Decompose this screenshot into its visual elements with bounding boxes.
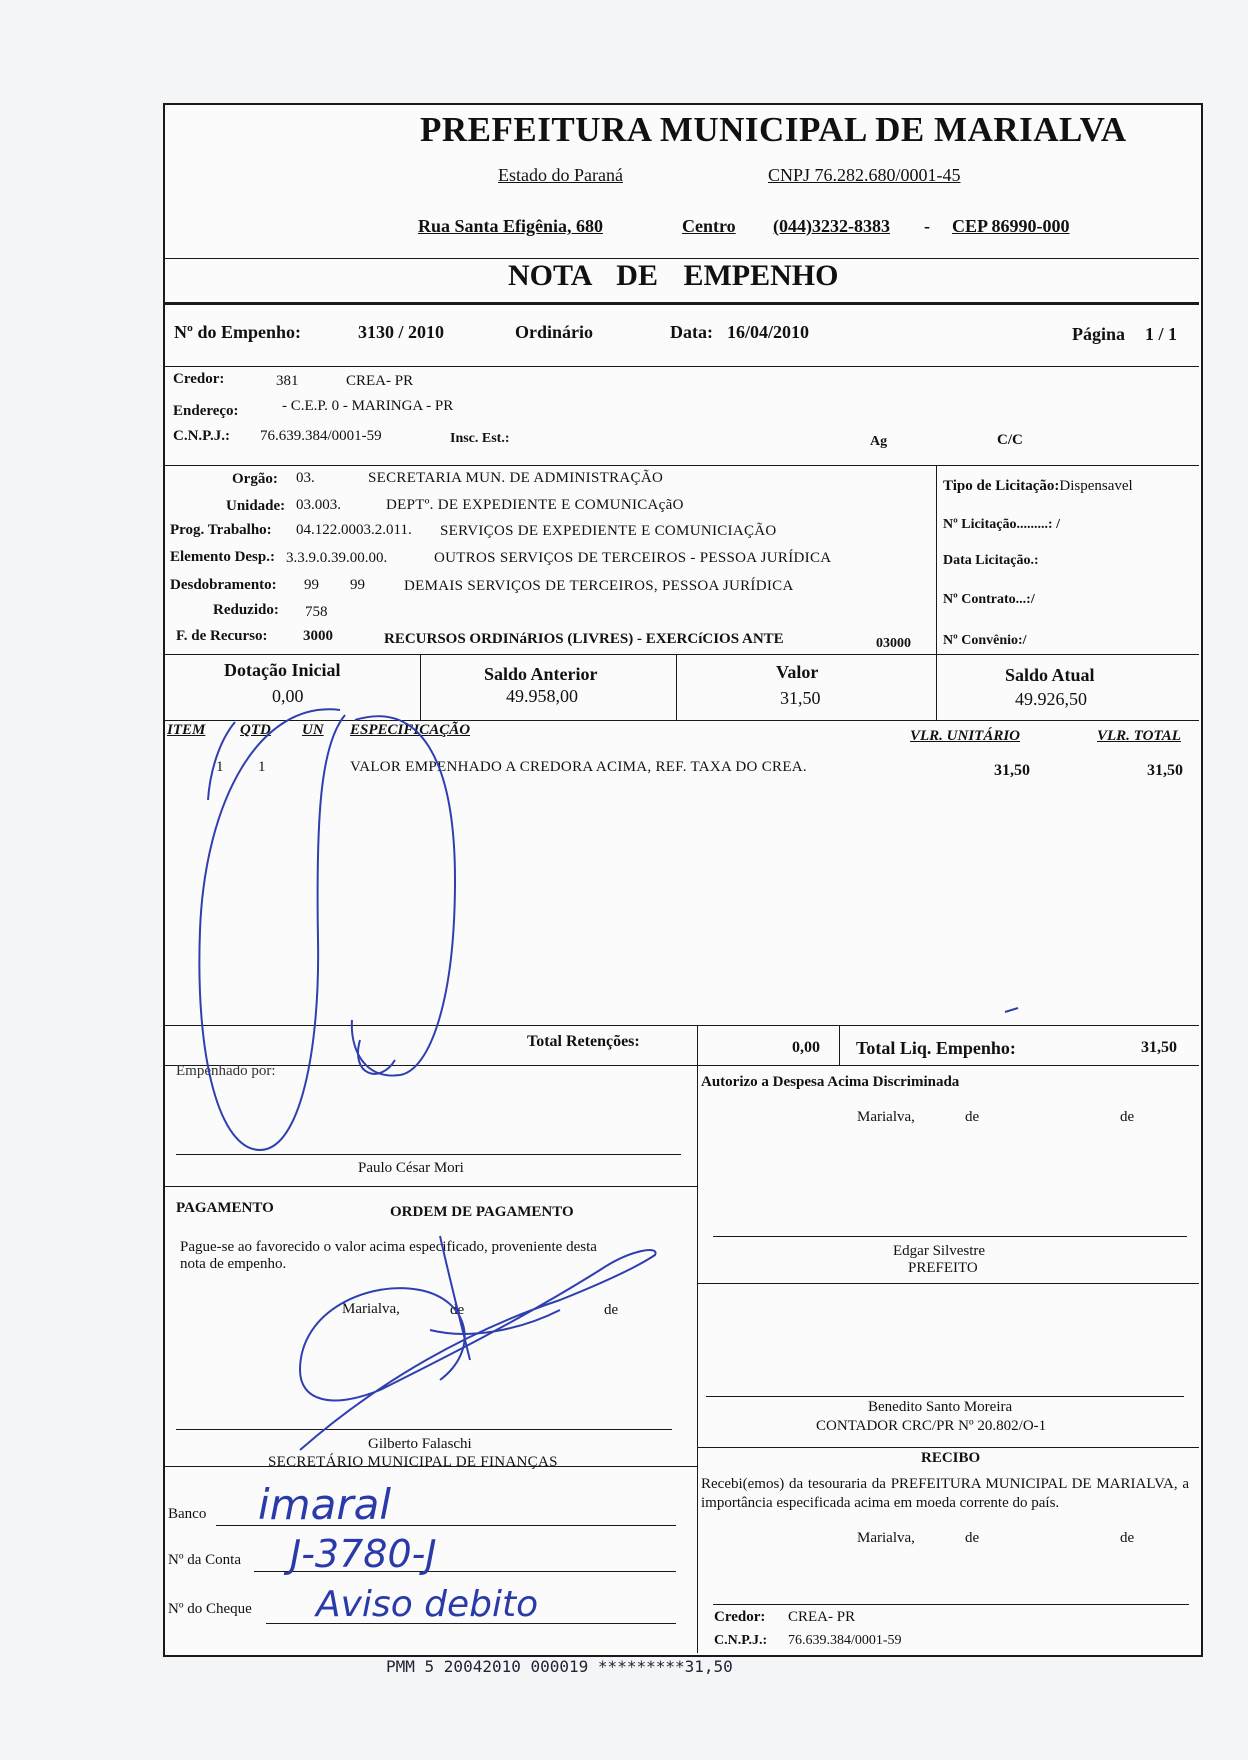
orgao-label: Orgão: xyxy=(232,471,278,487)
reduzido-value: 758 xyxy=(305,604,328,620)
pagamento-title: PAGAMENTO xyxy=(176,1200,274,1216)
retencoes-label: Total Retenções: xyxy=(527,1033,640,1050)
empenho-date-label: Data: xyxy=(670,322,713,342)
recurso-name: RECURSOS ORDINáRIOS (LIVRES) - EXERCíCIOS ANTE xyxy=(384,631,784,647)
saldo-atual-label: Saldo Atual xyxy=(1005,665,1095,685)
recibo-cnpj-label: C.N.P.J.: xyxy=(714,1633,768,1648)
recibo-de-1: de xyxy=(965,1530,980,1546)
autorizo-de-1: de xyxy=(965,1109,980,1125)
autorizo-de-2: de xyxy=(1120,1109,1135,1125)
address-field-label: Endereço: xyxy=(173,403,239,419)
row-qtd: 1 xyxy=(258,759,266,775)
valor-value: 31,50 xyxy=(780,688,821,708)
saldo-anterior-value: 49.958,00 xyxy=(506,686,578,706)
desdobramento-code-2: 99 xyxy=(350,577,365,593)
empenho-number: 3130 / 2010 xyxy=(358,322,445,342)
prefeito-name: Edgar Silvestre xyxy=(893,1243,986,1259)
recurso-label: F. de Recurso: xyxy=(176,628,268,644)
banco-label: Banco xyxy=(168,1506,207,1522)
unidade-label: Unidade: xyxy=(226,498,286,514)
contador-role: CONTADOR CRC/PR Nº 20.802/O-1 xyxy=(816,1418,1047,1434)
phone-cep-separator: - xyxy=(924,216,930,236)
conta-label: Nº da Conta xyxy=(168,1552,241,1568)
empenhado-label: Empenhado por: xyxy=(176,1063,276,1079)
dotacao-inicial-value: 0,00 xyxy=(272,686,304,706)
numero-contrato: Nº Contrato...:/ xyxy=(943,592,1035,607)
credor-address: - C.E.P. 0 - MARINGA - PR xyxy=(282,398,454,414)
pagamento-de-1: de xyxy=(450,1302,465,1318)
prog-code: 04.122.0003.2.011. xyxy=(296,522,412,538)
orgao-code: 03. xyxy=(296,470,315,486)
tipo-licitacao-value: Dispensavel xyxy=(1059,478,1133,494)
recibo-city: Marialva, xyxy=(857,1530,915,1546)
saldo-atual-value: 49.926,50 xyxy=(1015,689,1087,709)
numero-licitacao: Nº Licitação.........: / xyxy=(943,517,1060,532)
pagamento-de-2: de xyxy=(604,1302,619,1318)
cc-label: C/C xyxy=(997,432,1023,448)
elemento-name: OUTROS SERVIÇOS DE TERCEIROS - PESSOA JURÍDICA xyxy=(434,550,832,566)
dotacao-inicial-label: Dotação Inicial xyxy=(224,660,341,680)
total-liq-value: 31,50 xyxy=(1141,1039,1177,1056)
district-label: Centro xyxy=(682,216,736,236)
recibo-de-2: de xyxy=(1120,1530,1135,1546)
pagamento-city: Marialva, xyxy=(342,1301,400,1317)
row-description: VALOR EMPENHADO A CREDORA ACIMA, REF. TAXA DO CREA. xyxy=(350,759,807,775)
document-title: NOTA DE EMPENHO xyxy=(508,259,839,292)
empenho-type: Ordinário xyxy=(515,322,594,342)
total-liq-label: Total Liq. Empenho: xyxy=(856,1038,1016,1058)
empenhado-name: Paulo César Mori xyxy=(358,1160,464,1176)
unidade-name: DEPTº. DE EXPEDIENTE E COMUNICAçãO xyxy=(386,497,684,513)
pagamento-text-1: Pague-se ao favorecido o valor acima especificado, proveniente desta xyxy=(180,1239,597,1255)
recurso-code: 3000 xyxy=(303,628,333,644)
unidade-code: 03.003. xyxy=(296,497,341,513)
data-licitacao: Data Licitação.: xyxy=(943,553,1039,568)
row-total-value: 31,50 xyxy=(1147,762,1183,779)
page-number: 1 / 1 xyxy=(1145,324,1178,344)
elemento-code: 3.3.9.0.39.00.00. xyxy=(286,550,388,566)
page-label: Página xyxy=(1072,324,1126,344)
saldo-anterior-label: Saldo Anterior xyxy=(484,664,598,684)
prefeito-role: PREFEITO xyxy=(908,1260,978,1276)
col-item: ITEM xyxy=(167,722,206,738)
tipo-licitacao-label: Tipo de Licitação: xyxy=(943,478,1060,494)
empenho-number-label: Nº do Empenho: xyxy=(174,322,301,342)
autorizo-city: Marialva, xyxy=(857,1109,915,1125)
autorizo-label: Autorizo a Despesa Acima Discriminada xyxy=(701,1074,960,1090)
credor-code: 381 xyxy=(276,373,299,389)
recibo-text: Recebi(emos) da tesouraria da PREFEITURA MUNICIPAL DE MARIALVA, a importância especificada acima em moeda corrente do país. xyxy=(701,1476,1189,1511)
reduzido-label: Reduzido: xyxy=(213,602,279,618)
state-label: Estado do Paraná xyxy=(498,165,623,185)
row-unit-value: 31,50 xyxy=(994,762,1030,779)
insc-est-label: Insc. Est.: xyxy=(450,431,510,446)
numero-convenio: Nº Convênio:/ xyxy=(943,633,1027,648)
credor-cnpj-label: C.N.P.J.: xyxy=(173,428,230,444)
desdobramento-code-1: 99 xyxy=(304,577,319,593)
conta-handwriting: J-3780-J xyxy=(290,1532,437,1576)
retencoes-value: 0,00 xyxy=(792,1039,820,1056)
empenho-date: 16/04/2010 xyxy=(727,322,810,342)
address-label: Rua Santa Efigênia, 680 xyxy=(418,216,604,236)
municipality-title: PREFEITURA MUNICIPAL DE MARIALVA xyxy=(420,110,1127,149)
recurso-extra: 03000 xyxy=(876,636,911,651)
col-un: UN xyxy=(302,722,324,738)
credor-cnpj: 76.639.384/0001-59 xyxy=(260,428,382,444)
col-qtd: QTD xyxy=(240,722,271,738)
contador-name: Benedito Santo Moreira xyxy=(868,1399,1013,1415)
recibo-cnpj-value: 76.639.384/0001-59 xyxy=(788,1633,902,1648)
ag-label: Ag xyxy=(870,434,888,449)
cheque-handwriting: Aviso debito xyxy=(316,1584,539,1625)
elemento-label: Elemento Desp.: xyxy=(170,549,275,565)
cnpj-label: CNPJ 76.282.680/0001-45 xyxy=(768,165,961,185)
credor-label: Credor: xyxy=(173,371,225,387)
prog-name: SERVIÇOS DE EXPEDIENTE E COMUNICIAÇÃO xyxy=(440,523,777,539)
cep-label: CEP 86990-000 xyxy=(952,216,1070,236)
desdobramento-label: Desdobramento: xyxy=(170,577,277,593)
ordem-pagamento-title: ORDEM DE PAGAMENTO xyxy=(390,1204,574,1220)
prog-label: Prog. Trabalho: xyxy=(170,522,272,538)
row-item: 1 xyxy=(216,759,224,775)
recibo-credor-value: CREA- PR xyxy=(788,1609,856,1625)
secretary-role: SECRETÁRIO MUNICIPAL DE FINANÇAS xyxy=(268,1454,558,1470)
col-especificacao: ESPECIFICAÇÃO xyxy=(350,722,471,738)
secretary-name: Gilberto Falaschi xyxy=(368,1436,472,1452)
footer-stamp: PMM 5 20042010 000019 *********31,50 xyxy=(386,1657,733,1676)
orgao-name: SECRETARIA MUN. DE ADMINISTRAÇÃO xyxy=(368,470,664,486)
recibo-title: RECIBO xyxy=(921,1450,981,1466)
banco-handwriting: imaral xyxy=(258,1480,391,1529)
phone-label: (044)3232-8383 xyxy=(773,216,890,236)
valor-label: Valor xyxy=(776,662,819,682)
desdobramento-name: DEMAIS SERVIÇOS DE TERCEIROS, PESSOA JURÍDICA xyxy=(404,578,794,594)
recibo-credor-label: Credor: xyxy=(714,1609,766,1625)
col-vlr-total: VLR. TOTAL xyxy=(1097,728,1181,744)
credor-name: CREA- PR xyxy=(346,373,414,389)
cheque-label: Nº do Cheque xyxy=(168,1601,252,1617)
col-vlr-unitario: VLR. UNITÁRIO xyxy=(910,728,1021,744)
pagamento-text-2: nota de empenho. xyxy=(180,1256,287,1272)
